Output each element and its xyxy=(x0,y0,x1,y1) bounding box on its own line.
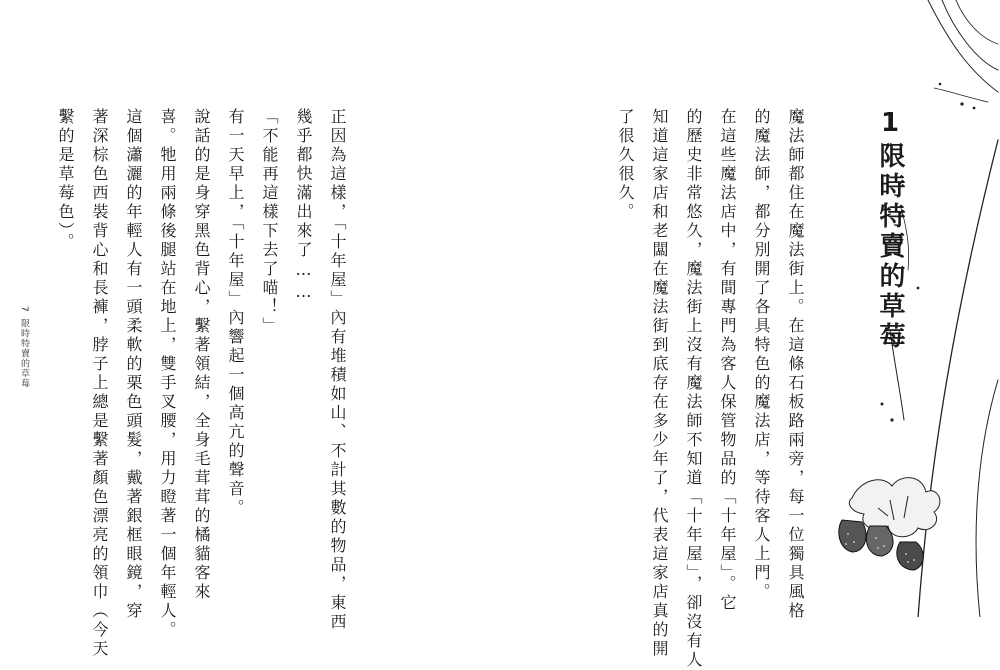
paragraph: 著深棕色西裝背心和長褲，脖子上總是繫著顏色漂亮的領巾（今天 xyxy=(90,108,109,659)
paragraph: 「不能再這樣下去了喵！」 xyxy=(260,108,279,336)
paragraph: 這個瀟灑的年輕人有一頭柔軟的栗色頭髮，戴著銀框眼鏡，穿 xyxy=(124,108,143,621)
running-title: 限時特賣的草莓 xyxy=(19,318,29,389)
paragraph: 的歷史非常悠久，魔法街上沒有魔法師不知道「十年屋」，卻沒有人 xyxy=(684,108,703,670)
paragraph: 了很久很久。 xyxy=(616,108,635,222)
right-page xyxy=(500,0,1000,670)
paragraph: 幾乎都快滿出來了…… xyxy=(294,108,313,304)
body-text-right xyxy=(608,108,812,670)
paragraph: 繫的是草莓色）。 xyxy=(56,108,75,252)
paragraph: 說話的是身穿黑色背心，繫著領結，全身毛茸茸的橘貓客來 xyxy=(192,108,211,602)
paragraph: 的魔法師，都分別開了各具特色的魔法店，等待客人上門。 xyxy=(752,108,771,602)
paragraph: 在這些魔法店中，有間專門為客人保管物品的「十年屋」。它 xyxy=(718,108,737,613)
chapter-title: 1限時特賣的草莓 xyxy=(875,108,905,352)
paragraph: 有一天早上，「十年屋」內響起一個高亢的聲音。 xyxy=(226,108,245,518)
folio xyxy=(18,306,31,389)
paragraph: 魔法師都住在魔法街上。在這條石板路兩旁，每一位獨具風格 xyxy=(786,108,805,621)
left-page xyxy=(0,0,500,659)
paragraph: 正因為這樣，「十年屋」內有堆積如山、不計其數的物品，東西 xyxy=(328,108,347,632)
page-number: 7 xyxy=(19,306,29,312)
body-text-left xyxy=(48,108,354,659)
strawberry-illustration xyxy=(830,0,1000,617)
paragraph: 知道這家店和老闆在魔法街到底存在多少年了，代表這家店真的開 xyxy=(650,108,669,659)
paragraph: 喜。牠用兩條後腿站在地上，雙手叉腰，用力瞪著一個年輕人。 xyxy=(158,108,177,640)
